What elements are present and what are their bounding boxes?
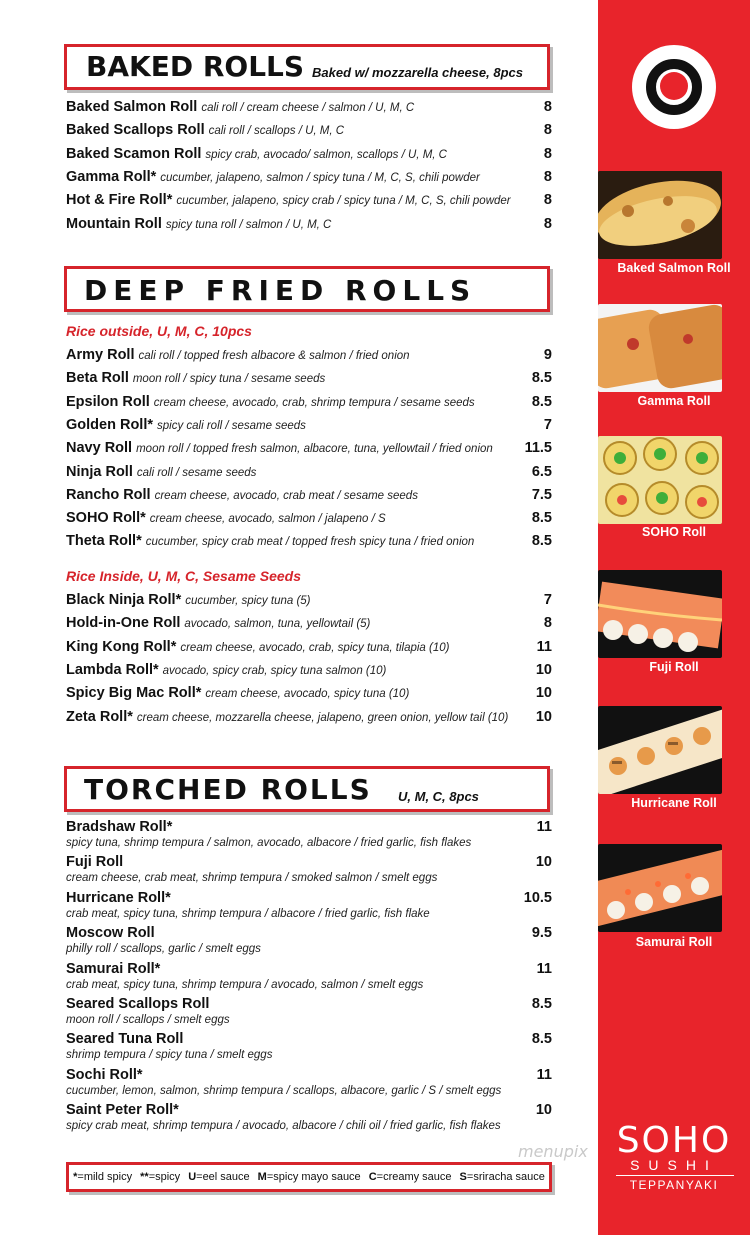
item-price: 11: [536, 960, 552, 977]
photo-baked-salmon-roll: [598, 171, 722, 259]
menu-item: [66, 440, 552, 462]
rice-outside-heading: Rice outside, U, M, C, 10pcs: [66, 323, 252, 339]
legend-text: =mild spicy: [77, 1171, 133, 1183]
item-description: philly roll / scallops, garlic / smelt eggs: [66, 943, 261, 956]
menu-item: [66, 709, 552, 731]
item-description: spicy tuna, shrimp tempura / salmon, avocado, albacore / fried garlic, fish flakes: [66, 837, 472, 849]
menu-item: [66, 370, 552, 392]
menu-item: [66, 819, 552, 853]
legend-key: *: [73, 1171, 78, 1183]
item-name: Ninja Roll: [66, 463, 133, 480]
item-name: Baked Scallops Roll: [66, 122, 205, 139]
brand-teppanyaki: TEPPANYAKI: [629, 1178, 719, 1192]
menu-item: [66, 192, 552, 214]
deep-fried-header: [64, 266, 550, 312]
item-name: Epsilon Roll: [66, 393, 150, 410]
item-price: 9: [543, 347, 552, 363]
menu-item: [66, 146, 552, 168]
menu-item: [66, 890, 552, 924]
item-price: 10: [535, 1102, 552, 1119]
item-price: 6.5: [531, 463, 552, 480]
item-name: King Kong Roll*: [66, 638, 177, 655]
item-name: Saint Peter Roll*: [66, 1102, 179, 1119]
item-description: cream cheese, avocado, crab meat / sesame seeds: [154, 489, 418, 502]
legend-entry: [188, 1171, 249, 1183]
watermark: menupix: [518, 1142, 588, 1161]
item-description: cream cheese, avocado, crab, shrimp tempura / sesame seeds: [153, 396, 475, 409]
menu-item: [66, 99, 552, 121]
menu-item: [66, 122, 552, 144]
item-name: Hurricane Roll*: [66, 889, 171, 906]
item-name: Hold-in-One Roll: [66, 615, 181, 632]
menu-item: [66, 394, 552, 416]
item-description: cucumber, jalapeno, salmon / spicy tuna / M, C, S, chili powder: [160, 171, 480, 184]
item-description: cream cheese, avocado, crab, spicy tuna, tilapia (10): [180, 641, 450, 654]
item-price: 8.5: [531, 510, 552, 527]
item-description: cucumber, spicy crab meat / topped fresh spicy tuna / fried onion: [145, 536, 475, 549]
legend-entry: [258, 1171, 361, 1183]
item-price: 8: [543, 122, 552, 139]
item-price: 7: [543, 416, 552, 433]
legend-entry: [73, 1171, 132, 1183]
legend-text: =spicy: [148, 1171, 181, 1183]
item-name: Fuji Roll: [66, 854, 124, 871]
item-name: Sochi Roll*: [66, 1066, 143, 1083]
item-description: cucumber, lemon, salmon, shrimp tempura / scallops, albacore, garlic / S / smelt eggs: [66, 1084, 502, 1097]
item-description: spicy crab meat, shrimp tempura / avocado, albacore / chili oil / fried garlic, fish flakes: [66, 1120, 501, 1133]
rice-inside-heading: Rice Inside, U, M, C, Sesame Seeds: [66, 568, 301, 584]
item-price: 8: [543, 168, 552, 185]
menu-item: [66, 685, 552, 707]
photo-label-2: Gamma Roll: [637, 394, 711, 408]
item-price: 8: [543, 99, 552, 115]
deep-fried-title: DEEP FRIED ROLLS: [84, 274, 477, 307]
legend-entry: [460, 1171, 545, 1183]
torched-rolls-title: TORCHED ROLLS: [84, 773, 372, 806]
menu-item: [66, 996, 552, 1030]
item-price: 8: [543, 215, 552, 232]
item-name: Black Ninja Roll*: [66, 592, 182, 608]
item-description: cucumber, spicy tuna (5): [185, 595, 311, 607]
legend-key: C: [368, 1171, 377, 1183]
item-price: 10.5: [523, 889, 552, 906]
item-description: avocado, salmon, tuna, yellowtail (5): [184, 618, 371, 631]
baked-rolls-header: [64, 44, 550, 90]
legend-key: **: [140, 1171, 149, 1183]
photo-label-1: Baked Salmon Roll: [617, 261, 731, 275]
item-name: Lambda Roll*: [66, 661, 159, 678]
item-description: cucumber, jalapeno, spicy crab / spicy tuna / M, C, S, chili powder: [176, 195, 511, 208]
photo-hurricane-roll: [598, 706, 722, 794]
menu-item: [66, 961, 552, 995]
photo-label-3: SOHO Roll: [642, 525, 706, 539]
legend-entry: [369, 1171, 452, 1183]
item-name: Theta Roll*: [66, 533, 142, 550]
menu-item: [66, 854, 552, 888]
photo-gamma-roll: [598, 304, 722, 392]
item-description: cream cheese, avocado, salmon / jalapeno / S: [149, 513, 386, 526]
item-price: 11: [536, 638, 552, 655]
menu-item: [66, 925, 552, 959]
item-price: 8.5: [531, 1031, 552, 1048]
item-price: 8: [543, 145, 552, 162]
item-price: 7.5: [531, 486, 552, 503]
item-price: 9.5: [531, 925, 552, 942]
item-name: Golden Roll*: [66, 416, 153, 433]
item-name: Spicy Big Mac Roll*: [66, 685, 202, 702]
item-price: 8: [543, 615, 552, 632]
menu-item: [66, 487, 552, 509]
menu-item: [66, 169, 552, 191]
menu-item: [66, 464, 552, 486]
menu-item: [66, 592, 552, 614]
menu-item: [66, 1031, 552, 1065]
item-price: 10: [535, 854, 552, 871]
item-description: cream cheese, mozzarella cheese, jalapeno, green onion, yellow tail (10): [136, 711, 509, 724]
photo-samurai-roll: [598, 844, 722, 932]
item-description: cream cheese, crab meat, shrimp tempura / smoked salmon / smelt eggs: [66, 872, 438, 885]
brand-sushi: SUSHI: [630, 1157, 718, 1173]
item-name: Army Roll: [66, 347, 135, 363]
item-description: crab meat, spicy tuna, shrimp tempura / albacore / fried garlic, fish flake: [66, 907, 430, 920]
item-name: Samurai Roll*: [66, 960, 161, 977]
item-price: 8.5: [531, 370, 552, 387]
sauce-legend: [66, 1162, 552, 1192]
menu-item: [66, 639, 552, 661]
legend-key: U: [188, 1171, 197, 1183]
menu-item: [66, 662, 552, 684]
menu-item: [66, 533, 552, 555]
brand-soho: SOHO: [616, 1120, 732, 1161]
item-description: avocado, spicy crab, spicy tuna salmon (10): [162, 664, 387, 677]
sidebar: [598, 0, 750, 1235]
legend-text: =creamy sauce: [376, 1171, 452, 1183]
item-price: 11.5: [524, 440, 552, 457]
item-name: Gamma Roll*: [66, 168, 157, 185]
item-name: Seared Scallops Roll: [66, 996, 210, 1012]
menu-item: [66, 417, 552, 439]
menu-item: [66, 1067, 552, 1101]
baked-rolls-subtitle: Baked w/ mozzarella cheese, 8pcs: [312, 65, 523, 80]
item-name: Navy Roll: [66, 440, 133, 457]
item-price: 8.5: [531, 996, 552, 1012]
item-price: 8: [543, 192, 552, 209]
torched-rolls-subtitle: U, M, C, 8pcs: [398, 789, 479, 804]
item-price: 10: [535, 661, 552, 678]
legend-text: =eel sauce: [196, 1171, 250, 1183]
item-description: shrimp tempura / spicy tuna / smelt eggs: [66, 1049, 273, 1062]
item-description: cream cheese, avocado, spicy tuna (10): [205, 688, 410, 701]
item-price: 8.5: [531, 533, 552, 550]
photo-label-4: Fuji Roll: [649, 660, 699, 674]
item-name: Beta Roll: [66, 370, 129, 387]
legend-entry: [140, 1171, 180, 1183]
photo-soho-roll: [598, 436, 722, 524]
legend-key: S: [459, 1171, 467, 1183]
item-price: 10: [535, 685, 552, 702]
item-description: spicy cali roll / sesame seeds: [157, 419, 306, 432]
torched-rolls-header: [64, 766, 550, 812]
item-description: spicy tuna roll / salmon / U, M, C: [165, 218, 332, 231]
item-price: 10: [535, 708, 552, 725]
item-description: cali roll / cream cheese / salmon / U, M, C: [201, 102, 415, 114]
item-description: moon roll / topped fresh salmon, albacore, tuna, yellowtail / fried onion: [136, 443, 493, 456]
photo-label-6: Samurai Roll: [635, 935, 713, 949]
menu-item: [66, 510, 552, 532]
item-description: cali roll / topped fresh albacore & salmon / fried onion: [138, 350, 410, 362]
item-name: Moscow Roll: [66, 925, 155, 942]
item-description: moon roll / scallops / smelt eggs: [66, 1014, 230, 1026]
item-description: crab meat, spicy tuna, shrimp tempura / avocado, salmon / smelt eggs: [66, 978, 424, 991]
item-description: cali roll / sesame seeds: [136, 466, 257, 479]
item-name: Bradshaw Roll*: [66, 819, 173, 835]
menu-item: [66, 1102, 552, 1136]
legend-text: =sriracha sauce: [466, 1171, 545, 1183]
legend-text: =spicy mayo sauce: [266, 1171, 361, 1183]
baked-rolls-title: BAKED ROLLS: [86, 50, 305, 83]
logo-icon: [632, 45, 716, 129]
menu-item: [66, 615, 552, 637]
item-name: Baked Scamon Roll: [66, 145, 202, 162]
item-name: Seared Tuna Roll: [66, 1031, 184, 1048]
item-description: cali roll / scallops / U, M, C: [208, 125, 345, 138]
item-price: 8.5: [531, 393, 552, 410]
item-name: Baked Salmon Roll: [66, 99, 198, 115]
item-name: Mountain Roll: [66, 215, 162, 232]
legend-key: M: [257, 1171, 267, 1183]
photo-fuji-roll: [598, 570, 722, 658]
item-name: Zeta Roll*: [66, 708, 133, 725]
item-description: spicy crab, avocado/ salmon, scallops / U, M, C: [205, 148, 447, 161]
photo-label-5: Hurricane Roll: [631, 796, 717, 810]
logo-dot: [660, 72, 688, 100]
item-price: 7: [543, 592, 552, 608]
item-name: Hot & Fire Roll*: [66, 192, 173, 209]
brand-divider: [616, 1175, 734, 1176]
menu-item: [66, 216, 552, 238]
menu-item: [66, 347, 552, 369]
item-description: moon roll / spicy tuna / sesame seeds: [132, 373, 326, 386]
item-price: 11: [536, 1066, 552, 1083]
item-price: 11: [536, 819, 552, 835]
item-name: Rancho Roll: [66, 486, 151, 503]
item-name: SOHO Roll*: [66, 510, 146, 527]
